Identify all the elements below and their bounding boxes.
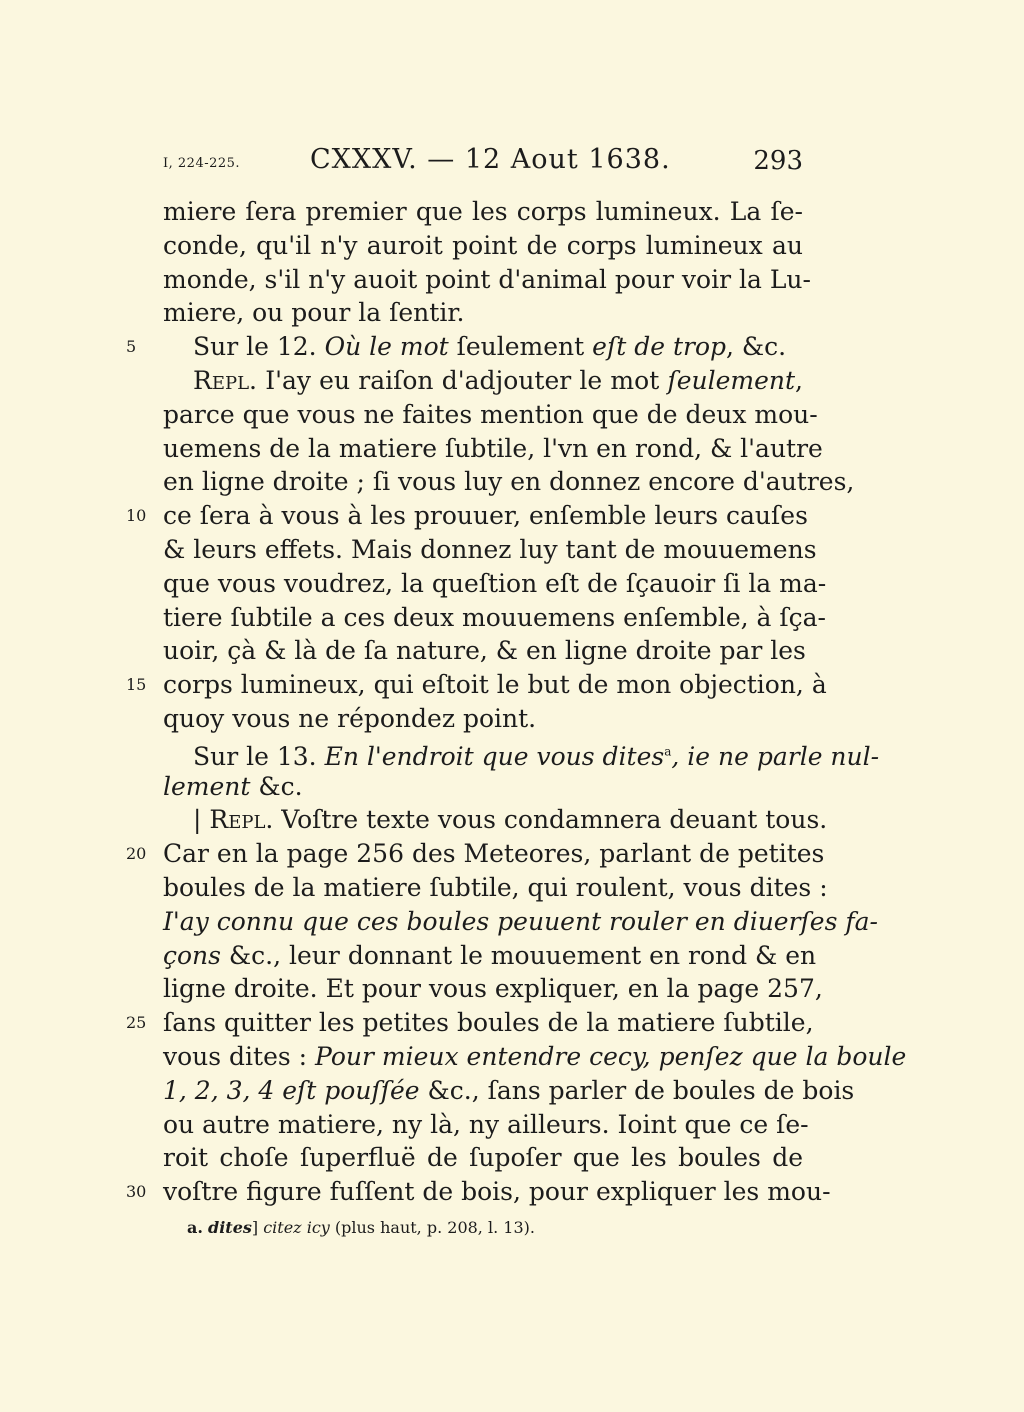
text-line [126, 1006, 814, 1040]
text-line [126, 1175, 831, 1209]
text-line [163, 871, 828, 905]
line-number: 30 [126, 1182, 147, 1202]
text-line [163, 432, 823, 466]
body-text [126, 195, 907, 1209]
line-text: roit choſe ſuperfluë de ſupoſer que les boules de [163, 1143, 803, 1173]
line-text: ce ſera à vous à les prouuer, enſemble leurs cauſes [163, 501, 808, 531]
line-text: voſtre figure fuſſent de bois, pour expliquer les mou- [163, 1177, 831, 1207]
line-text: ſans quitter les petites boules de la matiere ſubtile, [163, 1008, 814, 1038]
line-text: | Repl. Voſtre texte vous condamnera deuant tous. [193, 805, 828, 835]
line-text: Sur le 13. En l'endroit que vous dites$^a$, ie ne parle nul- [193, 742, 880, 772]
line-number: 25 [126, 1013, 147, 1033]
volume-reference: I, 224-225. [163, 156, 241, 171]
line-text: tiere ſubtile a ces deux mouuemens enſemble, à ſça- [163, 602, 826, 632]
page-number: 293 [753, 146, 803, 176]
text-line [163, 195, 803, 229]
text-line [163, 364, 803, 398]
text-line [163, 229, 803, 263]
line-text: corps lumineux, qui eſtoit le but de mon objection, à [163, 670, 827, 700]
line-number: 5 [126, 337, 137, 357]
running-head [163, 144, 803, 184]
line-text: 1, 2, 3, 4 eſt pouſſée &c., ſans parler de boules de bois [163, 1075, 855, 1105]
line-text: Repl. I'ay eu raiſon d'adjouter le mot ſeulement, [193, 365, 803, 395]
line-text: Car en la page 256 des Meteores, parlant de petites [163, 839, 825, 869]
line-text: ou autre matiere, ny là, ny ailleurs. Ioint que ce ſe- [163, 1109, 809, 1139]
text-line [163, 905, 878, 939]
text-line [163, 567, 827, 601]
text-line [163, 634, 806, 668]
line-number: 15 [126, 675, 147, 695]
text-line [163, 939, 817, 973]
line-number: 20 [126, 844, 147, 864]
text-line [126, 837, 825, 871]
line-text: I'ay connu que ces boules peuuent rouler en diuerſes fa- [163, 906, 878, 936]
text-line [163, 1108, 809, 1142]
text-line [163, 803, 828, 837]
line-text: Sur le 12. Où le mot ſeulement eſt de trop, &c. [193, 332, 787, 362]
line-text: que vous voudrez, la queſtion eſt de ſçauoir ſi la ma- [163, 568, 827, 598]
footnote-label: a. [187, 1218, 203, 1237]
line-text: monde, s'il n'y auoit point d'animal pour voir la Lu- [163, 264, 811, 294]
line-text: miere, ou pour la ſentir. [163, 298, 465, 328]
text-line [163, 1040, 907, 1074]
line-text: & leurs effets. Mais donnez luy tant de mouuemens [163, 534, 817, 564]
text-line [163, 533, 817, 567]
line-text: parce que vous ne faites mention que de deux mou- [163, 399, 818, 429]
line-number: 10 [126, 506, 147, 526]
line-text: uoir, çà & là de ſa nature, & en ligne droite par les [163, 636, 806, 666]
footnote [187, 1218, 535, 1237]
footnote-text: dites] citez icy (plus haut, p. 208, l. 13). [208, 1218, 535, 1237]
line-text: en ligne droite ; ſi vous luy en donnez encore d'autres, [163, 467, 855, 497]
line-text: boules de la matiere ſubtile, qui roulent, vous dites : [163, 872, 828, 902]
line-text: ligne droite. Et pour vous expliquer, en la page 257, [163, 974, 823, 1004]
text-line [163, 601, 826, 635]
line-text: conde, qu'il n'y auroit point de corps lumineux au [163, 230, 803, 260]
text-line [163, 770, 803, 804]
line-text: vous dites : Pour mieux entendre cecy, penſez que la boule [163, 1041, 907, 1071]
line-text: quoy vous ne répondez point. [163, 703, 537, 733]
text-line [163, 296, 803, 330]
text-line [126, 499, 808, 533]
text-line [163, 263, 811, 297]
text-line [163, 736, 880, 772]
text-line [163, 1141, 803, 1175]
text-line [163, 702, 803, 736]
line-text: miere ſera premier que les corps lumineux. La ſe- [163, 197, 803, 226]
text-line [163, 1074, 855, 1108]
line-text: lement &c. [163, 771, 303, 801]
text-line [163, 972, 823, 1006]
line-text: çons &c., leur donnant le mouuement en rond & en [163, 940, 817, 970]
text-line [126, 330, 803, 364]
letter-title: CXXXV. — 12 Aout 1638. [310, 144, 671, 175]
line-text: uemens de la matiere ſubtile, l'vn en rond, & l'autre [163, 433, 823, 463]
text-line [163, 398, 818, 432]
text-line [126, 668, 827, 702]
text-line [163, 465, 855, 499]
